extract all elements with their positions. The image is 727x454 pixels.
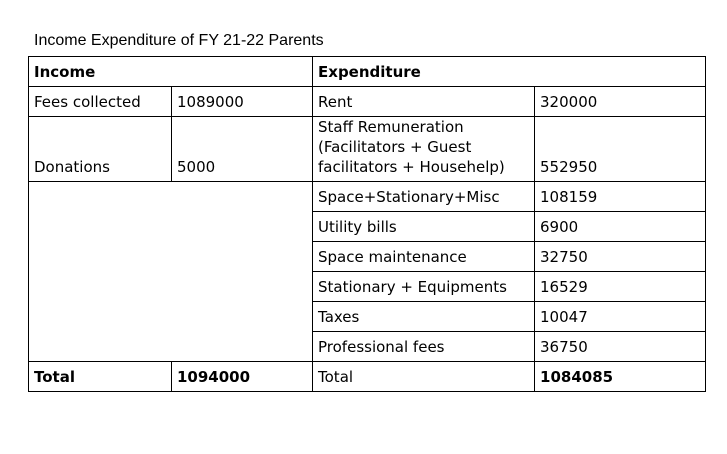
expenditure-value: 36750 <box>535 332 706 362</box>
income-label: Fees collected <box>29 87 172 117</box>
income-label: Donations <box>29 117 172 182</box>
income-value: 5000 <box>172 117 313 182</box>
expenditure-header: Expenditure <box>313 57 706 87</box>
table-row <box>29 117 706 182</box>
expenditure-value: 6900 <box>535 212 706 242</box>
expenditure-label: Utility bills <box>313 212 535 242</box>
table-caption: Income Expenditure of FY 21-22 Parents <box>34 32 324 49</box>
table-row <box>29 182 706 212</box>
totals-row <box>29 362 706 392</box>
expenditure-label <box>313 117 535 182</box>
income-expenditure-table <box>28 56 706 392</box>
income-total-label: Total <box>29 362 172 392</box>
expenditure-label-line: Staff Remuneration <box>318 118 464 136</box>
expenditure-label: Stationary + Equipments <box>313 272 535 302</box>
income-total-value: 1094000 <box>172 362 313 392</box>
expenditure-value: 108159 <box>535 182 706 212</box>
expenditure-label: Space maintenance <box>313 242 535 272</box>
expenditure-value: 16529 <box>535 272 706 302</box>
expenditure-total-value: 1084085 <box>535 362 706 392</box>
income-header: Income <box>29 57 313 87</box>
header-row <box>29 57 706 87</box>
expenditure-total-label: Total <box>313 362 535 392</box>
expenditure-value: 10047 <box>535 302 706 332</box>
expenditure-value: 320000 <box>535 87 706 117</box>
expenditure-label-line: (Facilitators + Guest <box>318 138 472 156</box>
income-value: 1089000 <box>172 87 313 117</box>
expenditure-value: 32750 <box>535 242 706 272</box>
expenditure-label: Professional fees <box>313 332 535 362</box>
expenditure-label: Rent <box>313 87 535 117</box>
expenditure-label: Space+Stationary+Misc <box>313 182 535 212</box>
expenditure-label-line: facilitators + Househelp) <box>318 158 505 176</box>
empty-income-cell <box>29 182 313 362</box>
expenditure-label: Taxes <box>313 302 535 332</box>
expenditure-value: 552950 <box>535 117 706 182</box>
table-row <box>29 87 706 117</box>
